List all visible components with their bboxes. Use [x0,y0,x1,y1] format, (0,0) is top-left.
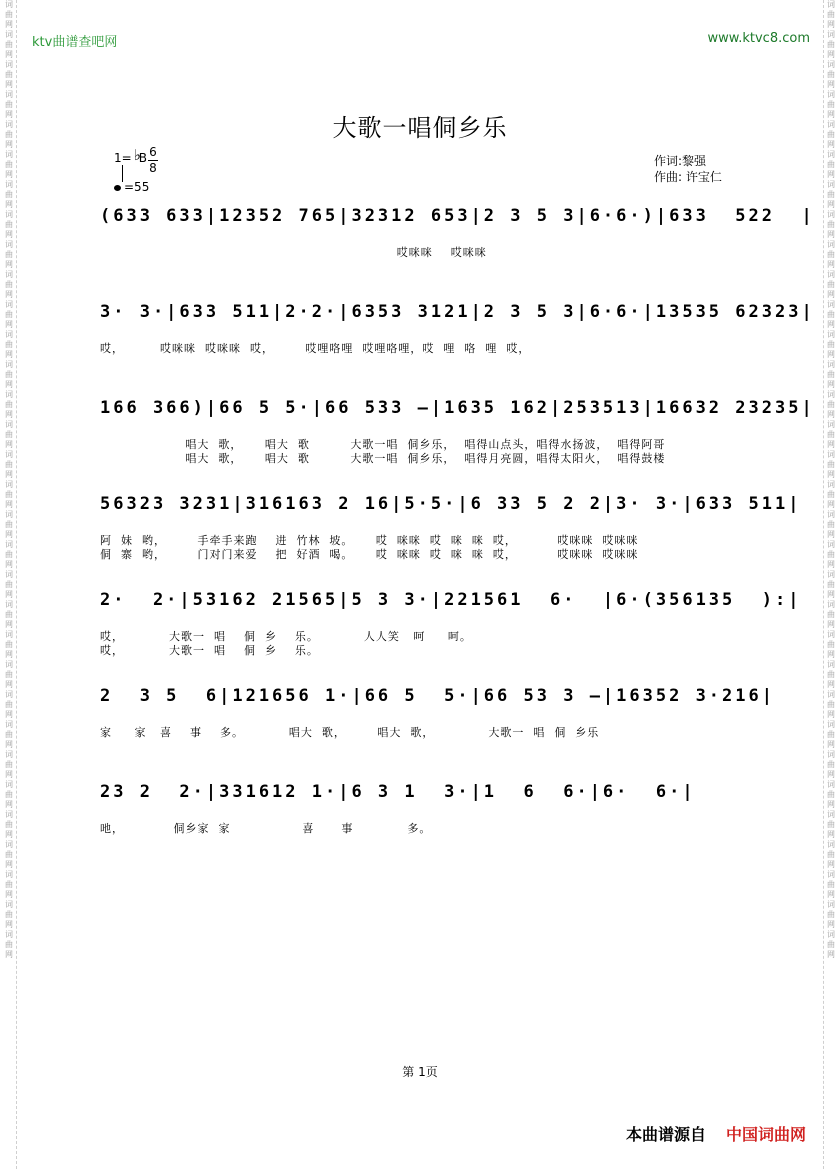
watermark-strip-right: 词曲网词曲网词曲网词曲网词曲网词曲网词曲网词曲网词曲网词曲网词曲网词曲网词曲网词曲网词曲网词曲网词曲网词曲网词曲网词曲网词曲网词曲网词曲网词曲网词曲网词曲网词曲网词曲网词曲网词曲网词曲网词曲网 [823,0,838,1169]
lyrics-line-4-verse-2: 侗 寨 哟， 门对门来爱 把 好酒 喝。 哎 咪咪 哎 咪 咪 哎， 哎咪咪 哎咪咪 [100,548,639,561]
composer: 作曲: 许宝仁 [654,170,722,184]
notes-line-5: 2· 2·|53162 21565|5 3 3·|221561 6· |6·(356135 ):| [100,590,802,610]
header-site-name: ktv曲谱查吧网 [32,35,118,50]
score-line-3 [100,398,815,465]
lyrics-line-2-verse-1: 哎， 哎咪咪 哎咪咪 哎， 哎哩咯哩 哎哩咯哩，哎 哩 咯 哩 哎， [100,342,531,355]
notes-line-3: 166 366)|66 5 5·|66 533 —|1635 162|253513|16632 23235| [100,398,815,418]
notes-line-7: 23 2 2·|331612 1·|6 3 1 3·|1 6 6·|6· 6·| [100,782,696,802]
key-signature [114,148,147,166]
credits [654,153,722,185]
time-signature [148,145,158,176]
lyrics-line-4-verse-1: 阿 妹 哟， 手牵手来跑 进 竹林 坡。 哎 咪咪 哎 咪 咪 哎， 哎咪咪 哎咪咪 [100,534,639,547]
score-line-1 [100,206,815,262]
tempo-value: =55 [124,180,150,194]
header-site-url: www.ktvc8.com [707,31,810,46]
lyrics-line-1-verse-1: 哎咪咪 哎咪咪 [100,246,487,259]
lyrics-line-3-verse-2: 唱大 歌， 唱大 歌 大歌一唱 侗乡乐， 唱得月亮圆，唱得太阳火， 唱得鼓楼 [100,452,666,465]
notes-line-6: 2 3 5 6|121656 1·|66 5 5·|66 53 3 —|16352 3·216| [100,686,775,706]
lyrics-line-6-verse-1: 家 家 喜 事 多。 唱大 歌， 唱大 歌， 大歌一 唱 侗 乡乐 [100,726,600,739]
key-prefix: 1= [114,151,132,165]
notes-line-1: (633 633|12352 765|32312 653|2 3 5 3|6·6·)|633 522 | [100,206,815,226]
watermark-strip-left: 词曲网词曲网词曲网词曲网词曲网词曲网词曲网词曲网词曲网词曲网词曲网词曲网词曲网词曲网词曲网词曲网词曲网词曲网词曲网词曲网词曲网词曲网词曲网词曲网词曲网词曲网词曲网词曲网词曲网词曲网词曲网词曲网 [2,0,17,1169]
notes-line-2: 3· 3·|633 511|2·2·|6353 3121|2 3 5 3|6·6·|13535 62323| [100,302,815,322]
quarter-note-icon [114,185,121,191]
lyrics-line-5-verse-1: 哎， 大歌一 唱 侗 乡 乐。 人人笑 呵 呵。 [100,630,472,643]
footer-source [626,1122,806,1145]
time-top: 6 [149,145,157,159]
score-line-2 [100,302,815,358]
lyrics-line-7-verse-1: 吔， 侗乡家 家 喜 事 多。 [100,822,432,835]
lyricist: 作词:黎强 [654,154,707,168]
footer-site-link[interactable]: 中国词曲网 [725,1125,806,1144]
score-line-4 [100,494,802,561]
footer-source-label: 本曲谱源自 [625,1125,706,1144]
time-bottom: 8 [149,161,157,175]
lyrics-line-3-verse-1: 唱大 歌， 唱大 歌 大歌一唱 侗乡乐， 唱得山点头，唱得水扬波， 唱得阿哥 [100,438,666,451]
page-number: 第 1页 [402,1065,438,1079]
flat-sign-icon: ♭ [133,146,141,164]
key-letter: B [138,151,148,165]
song-title: 大歌一唱侗乡乐 [332,114,508,142]
score-line-7 [100,782,760,838]
lyrics-line-5-verse-2: 哎， 大歌一 唱 侗 乡 乐。 [100,644,319,657]
notes-line-4: 56323 3231|316163 2 16|5·5·|6 33 5 2 2|3· 3·|633 511| [100,494,802,514]
score-line-5 [100,590,802,657]
tempo-marking [114,180,149,194]
score-line-6 [100,686,775,742]
